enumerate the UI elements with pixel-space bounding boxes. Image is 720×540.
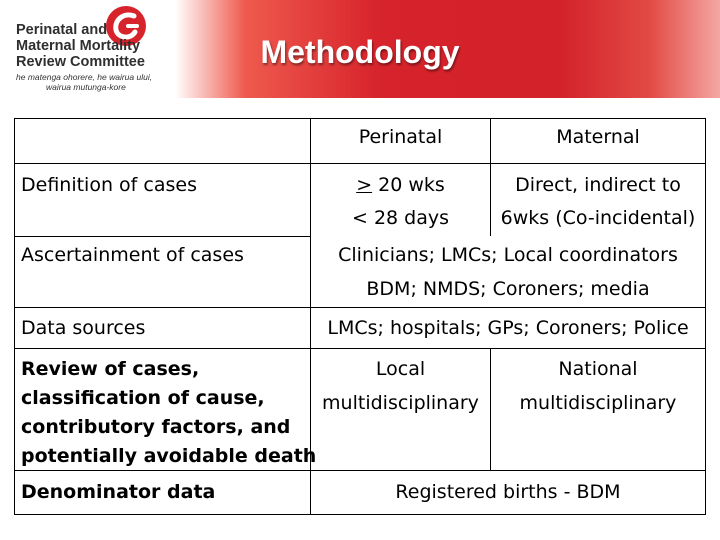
ascertainment-line1: Clinicians; LMCs; Local coordinators: [338, 244, 678, 266]
logo-tagline-1: he matenga ohorere, he wairua ului,: [16, 72, 153, 82]
table-rule: [15, 236, 310, 237]
col-header-maternal: Maternal: [556, 126, 640, 148]
review-perinatal-line1: Local: [375, 358, 426, 380]
row-label-data-sources: Data sources: [21, 317, 146, 339]
methodology-table: [14, 118, 706, 515]
data-sources-value: LMCs; hospitals; GPs; Coroners; Police: [327, 317, 689, 339]
row-label-review-line4: potentially avoidable death: [21, 445, 317, 467]
logo-tagline-2: wairua mutunga-kore: [46, 82, 126, 92]
definition-perinatal-line1: [311, 173, 490, 197]
review-maternal-line2: multidisciplinary: [519, 392, 677, 414]
page-title: Methodology: [260, 34, 460, 70]
review-perinatal-line2: multidisciplinary: [322, 392, 479, 414]
definition-perinatal-weeks: 20 wks: [372, 174, 445, 196]
logo-line-3: Review Committee: [16, 54, 145, 70]
col-header-perinatal: Perinatal: [358, 126, 443, 148]
review-maternal-line1: National: [558, 358, 638, 380]
denominator-value: Registered births - BDM: [395, 481, 621, 503]
definition-maternal-line1: Direct, indirect to: [515, 174, 681, 196]
row-label-ascertainment: Ascertainment of cases: [21, 244, 244, 266]
definition-perinatal-line2: < 28 days: [351, 207, 450, 229]
row-label-review-line1: Review of cases,: [21, 358, 200, 380]
logo-line-1: Perinatal and: [16, 22, 108, 38]
gte-symbol: >: [356, 174, 373, 196]
definition-maternal-line2: 6wks (Co-incidental): [500, 207, 696, 229]
logo-line-2: Maternal Mortality: [16, 38, 141, 54]
row-label-definition: Definition of cases: [21, 174, 197, 196]
table-rule: [15, 163, 705, 164]
row-label-review-line3: contributory factors, and: [21, 416, 291, 438]
table-rule: [15, 470, 705, 471]
ascertainment-line2: BDM; NMDS; Coroners; media: [366, 278, 650, 300]
row-label-review-line2: classification of cause,: [21, 387, 265, 409]
row-label-denominator: Denominator data: [21, 481, 216, 503]
table-rule: [15, 307, 705, 308]
table-rule: [15, 348, 705, 349]
header-band: [0, 0, 720, 98]
